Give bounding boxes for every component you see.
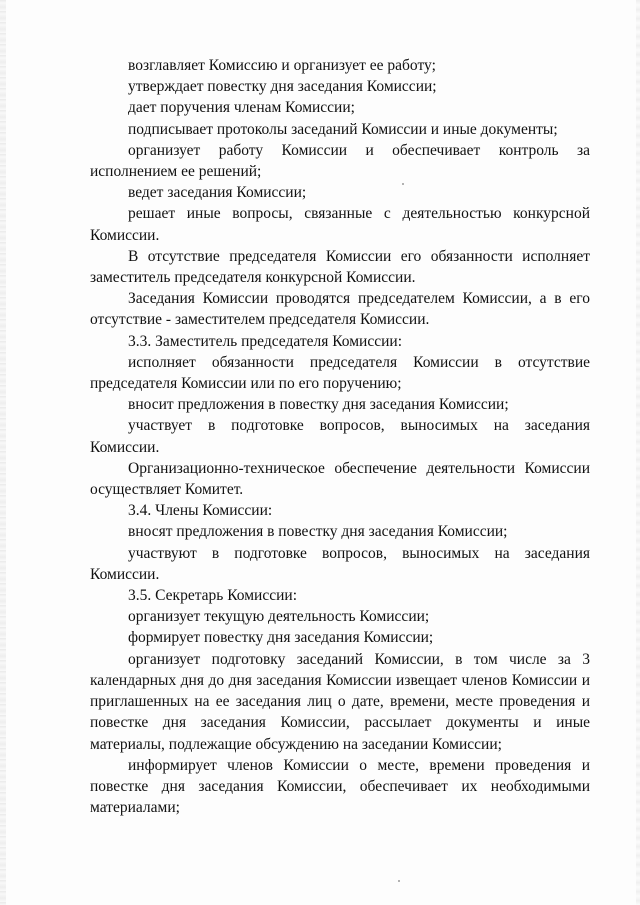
- scan-speck: [398, 880, 400, 882]
- scan-edge-right: [636, 0, 640, 905]
- paragraph: информирует членов Комиссии о месте, времени проведения и повестке дня заседания Комиссии, обеспечивает их необходимыми материалами;: [90, 756, 590, 817]
- section-heading: 3.3. Заместитель председателя Комиссии:: [128, 332, 403, 350]
- paragraph: утверждает повестку дня заседания Комиссии;: [128, 78, 437, 96]
- paragraph: Организационно-техническое обеспечение деятельности Комиссии осуществляет Комитет.: [90, 459, 590, 499]
- paragraph: организует текущую деятельность Комиссии;: [128, 608, 430, 626]
- paragraph: подписывает протоколы заседаний Комиссии и иные документы;: [128, 120, 558, 138]
- scan-speck: [402, 183, 404, 185]
- paragraph: организует работу Комиссии и обеспечивает контроль за исполнением ее решений;: [90, 141, 590, 181]
- paragraph: вносят предложения в повестку дня заседания Комиссии;: [128, 523, 508, 541]
- section-heading: 3.5. Секретарь Комиссии:: [128, 587, 298, 605]
- paragraph: дает поручения членам Комиссии;: [128, 99, 355, 117]
- paragraph: Заседания Комиссии проводятся председателем Комиссии, а в его отсутствие - заместителем председателя Комиссии.: [90, 290, 590, 329]
- paragraph: возглавляет Комиссию и организует ее работу;: [128, 57, 436, 74]
- paragraph: решает иные вопросы, связанные с деятельностью конкурсной Комиссии.: [90, 205, 590, 244]
- paragraph: вносит предложения в повестку дня заседания Комиссии;: [128, 396, 509, 414]
- paragraph: организует подготовку заседаний Комиссии, в том числе за 3 календарных дня до дня заседания Комиссии извещает членов Комиссии и приглашенных на ее заседания лиц о дате, времени, месте проведения и повестке дня заседания Комиссии, рассылает документы и иные материалы, подлежащие обсуждению на заседании Комиссии;: [90, 650, 590, 753]
- section-heading: 3.4. Члены Комиссии:: [128, 502, 273, 520]
- paragraph: исполняет обязанности председателя Комиссии в отсутствие председателя Комиссии или по его поручению;: [90, 353, 590, 393]
- paragraph: участвует в подготовке вопросов, выносимых на заседания Комиссии.: [90, 417, 590, 456]
- paragraph: В отсутствие председателя Комиссии его обязанности исполняет заместитель председателя конкурсной Комиссии.: [90, 247, 590, 287]
- scan-edge-left: [0, 0, 6, 905]
- paragraph: формирует повестку дня заседания Комиссии;: [128, 629, 434, 647]
- document-body: [90, 55, 590, 818]
- paragraph: участвуют в подготовке вопросов, выносимых на заседания Комиссии.: [90, 544, 590, 583]
- paragraph: ведет заседания Комиссии;: [128, 184, 307, 202]
